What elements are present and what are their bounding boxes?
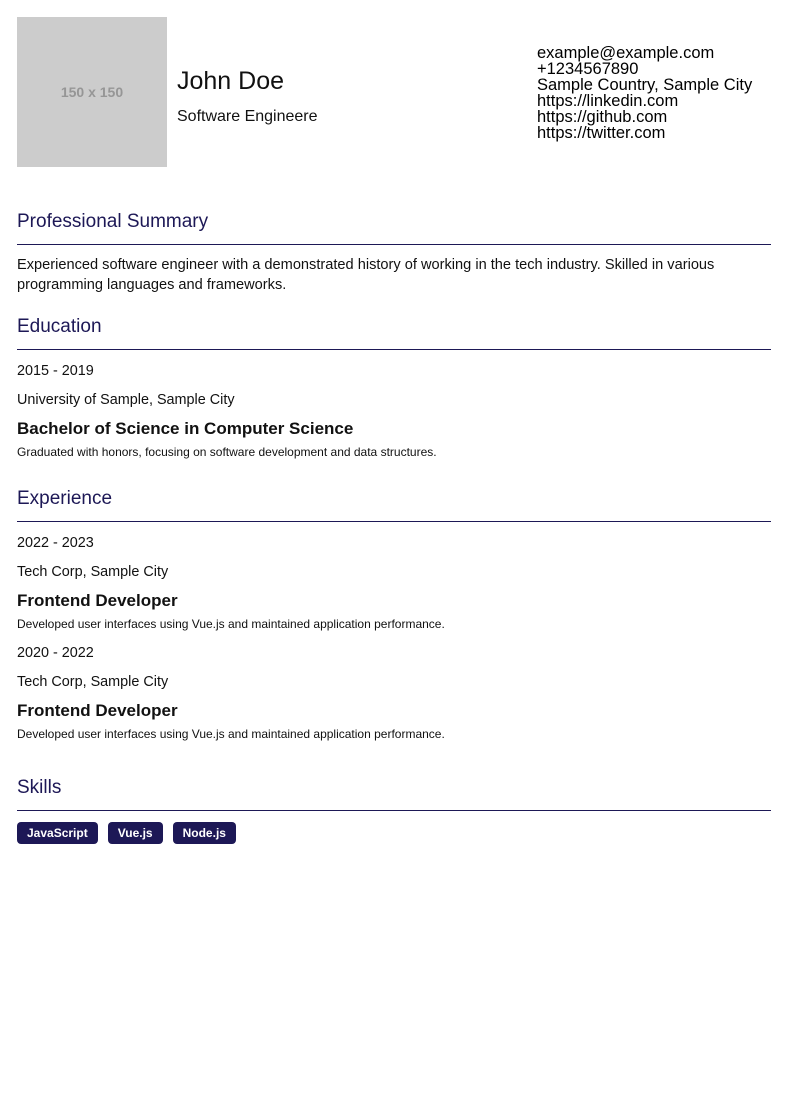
experience-description: Developed user interfaces using Vue.js and maintained application performance.: [17, 727, 445, 741]
education-description: Graduated with honors, focusing on software development and data structures.: [17, 445, 437, 459]
experience-position: Frontend Developer: [17, 701, 178, 720]
summary-heading: Professional Summary: [17, 210, 771, 245]
education-section: [17, 315, 771, 460]
education-entry: [17, 362, 771, 460]
skill-badge: JavaScript: [17, 822, 98, 844]
resume-page: [17, 17, 771, 840]
experience-description: Developed user interfaces using Vue.js and maintained application performance.: [17, 617, 445, 631]
contact-phone[interactable]: +1234567890: [537, 60, 639, 78]
experience-company: Tech Corp, Sample City: [17, 674, 169, 690]
profile-photo-placeholder: [17, 17, 167, 167]
summary-section: [17, 210, 771, 295]
experience-company: Tech Corp, Sample City: [17, 564, 169, 580]
skill-badge: Node.js: [173, 822, 236, 844]
experience-position: Frontend Developer: [17, 591, 178, 610]
resume-header: [17, 17, 771, 167]
skills-list: [17, 822, 771, 844]
contact-twitter-link[interactable]: https://twitter.com: [537, 124, 666, 142]
experience-dates: 2020 - 2022: [17, 645, 94, 661]
skill-badge: Vue.js: [108, 822, 163, 844]
skills-section: [17, 776, 771, 844]
education-degree: Bachelor of Science in Computer Science: [17, 419, 354, 438]
photo-placeholder-label: 150 x 150: [60, 84, 124, 100]
contact-email[interactable]: example@example.com: [537, 44, 715, 62]
experience-dates: 2022 - 2023: [17, 535, 94, 551]
skills-heading: Skills: [17, 776, 771, 811]
person-name: John Doe: [177, 67, 285, 95]
education-heading: Education: [17, 315, 771, 350]
education-dates: 2015 - 2019: [17, 363, 94, 379]
job-title: Software Engineere: [177, 108, 318, 125]
education-institution: University of Sample, Sample City: [17, 392, 235, 408]
experience-heading: Experience: [17, 487, 771, 522]
contact-github-link[interactable]: https://github.com: [537, 108, 668, 126]
identity-block: [177, 65, 318, 127]
contact-location: Sample Country, Sample City: [537, 76, 753, 94]
summary-text: Experienced software engineer with a demonstrated history of working in the tech industry. Skilled in various programming languages and frameworks.: [17, 257, 715, 293]
contact-linkedin-link[interactable]: https://linkedin.com: [537, 92, 679, 110]
experience-section: [17, 487, 771, 742]
experience-entry: [17, 644, 771, 742]
contact-info: [537, 45, 752, 141]
experience-entry: [17, 534, 771, 632]
